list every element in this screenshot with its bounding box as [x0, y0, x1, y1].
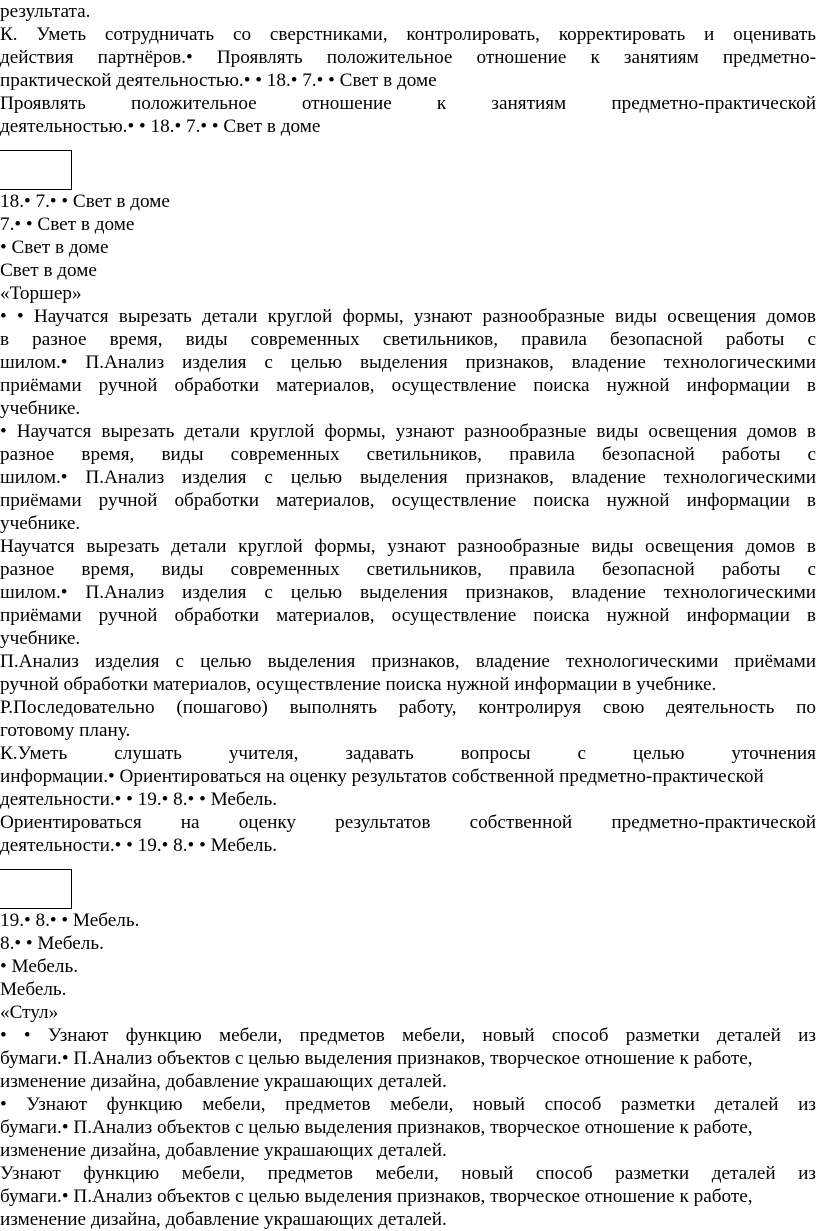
text-line: деятельности.• • 19.• 8.• • Мебель. — [0, 835, 278, 856]
text-line: Ориентироваться на оценку результатов собственной предметно-практической — [0, 812, 816, 833]
text-line: • Узнают функцию мебели, предметов мебели, новый способ разметки деталей из — [0, 1094, 816, 1115]
text-line: деятельности.• • 19.• 8.• • Мебель. — [0, 789, 278, 810]
text-line: • Свет в доме — [0, 237, 109, 258]
text-line: Р.Последовательно (пошагово) выполнять работу, контролируя свою деятельность по — [0, 697, 816, 718]
text-line: шилом.• П.Анализ изделия с целью выделения признаков, владение технологическими — [0, 582, 816, 603]
section-title: «Торшер» — [0, 283, 82, 304]
text-line: • Мебель. — [0, 956, 78, 977]
text-line: в разное время, виды современных светильников, правила безопасной работы с — [0, 329, 816, 350]
text-line: 19.• 8.• • Мебель. — [0, 910, 140, 931]
text-line: 8.• • Мебель. — [0, 933, 104, 954]
text-line: К. Уметь сотрудничать со сверстниками, контролировать, корректировать и оценивать — [0, 24, 816, 45]
text-line: Свет в доме — [0, 260, 97, 281]
text-line: бумаги.• П.Анализ объектов с целью выделения признаков, творческое отношение к работе, — [0, 1186, 753, 1207]
text-line: приёмами ручной обработки материалов, осуществление поиска нужной информации в — [0, 375, 816, 396]
text-line: • • Узнают функцию мебели, предметов мебели, новый способ разметки деталей из — [0, 1025, 816, 1046]
text-line: изменение дизайна, добавление украшающих деталей. — [0, 1140, 447, 1161]
text-line: • Научатся вырезать детали круглой формы, узнают разнообразные виды освещения домов в — [0, 421, 816, 442]
text-line: бумаги.• П.Анализ объектов с целью выделения признаков, творческое отношение к работе, — [0, 1048, 753, 1069]
text-line: действия партнёров.• Проявлять положительное отношение к занятиям предметно- — [0, 47, 816, 68]
text-line: информации.• Ориентироваться на оценку результатов собственной предметно-практической — [0, 766, 764, 787]
text-line: ручной обработки материалов, осуществление поиска нужной информации в учебнике. — [0, 674, 717, 695]
section-title: «Стул» — [0, 1002, 59, 1023]
text-line: разное время, виды современных светильников, правила безопасной работы с — [0, 559, 816, 580]
text-line: Мебель. — [0, 979, 67, 1000]
text-line: Проявлять положительное отношение к занятиям предметно-практической — [0, 93, 816, 114]
text-line: изменение дизайна, добавление украшающих деталей. — [0, 1209, 447, 1230]
text-line: учебнике. — [0, 513, 81, 534]
text-line: шилом.• П.Анализ изделия с целью выделения признаков, владение технологическими — [0, 467, 816, 488]
text-line: деятельностью.• • 18.• 7.• • Свет в доме — [0, 116, 321, 137]
text-line: приёмами ручной обработки материалов, осуществление поиска нужной информации в — [0, 490, 816, 511]
text-line: приёмами ручной обработки материалов, осуществление поиска нужной информации в — [0, 605, 816, 626]
text-line: изменение дизайна, добавление украшающих деталей. — [0, 1071, 447, 1092]
empty-box — [0, 869, 72, 909]
text-line: Научатся вырезать детали круглой формы, узнают разнообразные виды освещения домов в — [0, 536, 816, 557]
text-line: • • Научатся вырезать детали круглой формы, узнают разнообразные виды освещения домов — [0, 306, 816, 327]
text-line: бумаги.• П.Анализ объектов с целью выделения признаков, творческое отношение к работе, — [0, 1117, 753, 1138]
text-line: готовому плану. — [0, 720, 131, 741]
text-line: П.Анализ изделия с целью выделения признаков, владение технологическими приёмами — [0, 651, 816, 672]
text-line: Узнают функцию мебели, предметов мебели, новый способ разметки деталей из — [0, 1163, 816, 1184]
text-line: 18.• 7.• • Свет в доме — [0, 191, 170, 212]
text-line: учебнике. — [0, 628, 81, 649]
text-line: результата. — [0, 1, 91, 22]
text-line: практической деятельностью.• • 18.• 7.• • Свет в доме — [0, 70, 437, 91]
empty-box — [0, 150, 72, 190]
text-line: разное время, виды современных светильников, правила безопасной работы с — [0, 444, 816, 465]
text-line: 7.• • Свет в доме — [0, 214, 135, 235]
text-line: К.Уметь слушать учителя, задавать вопросы с целью уточнения — [0, 743, 816, 764]
text-line: учебнике. — [0, 398, 81, 419]
text-line: шилом.• П.Анализ изделия с целью выделения признаков, владение технологическими — [0, 352, 816, 373]
